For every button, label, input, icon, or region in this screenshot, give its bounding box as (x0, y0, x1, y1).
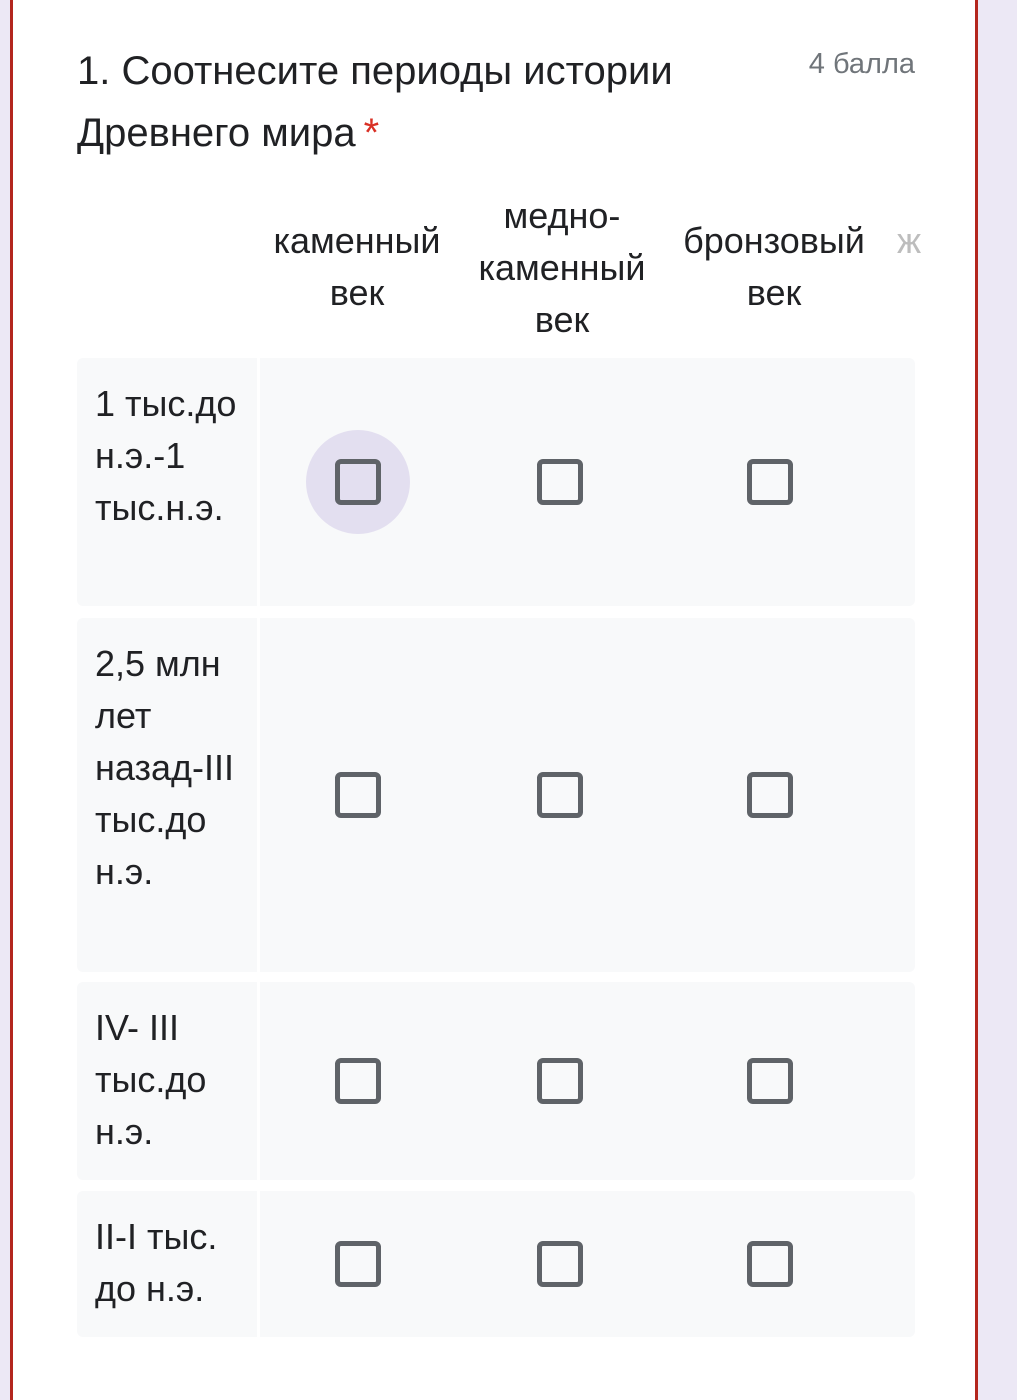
checkbox-box[interactable] (747, 772, 793, 818)
checkbox-grid (77, 190, 922, 1390)
checkbox-row3-bronze-age[interactable] (718, 1029, 822, 1133)
row-label: IV- III тыс.до н.э. (95, 1007, 207, 1152)
checkbox-box[interactable] (537, 772, 583, 818)
grid-row (77, 358, 915, 606)
column-header-copper-stone-age (462, 190, 662, 346)
checkbox-row2-stone-age[interactable] (306, 743, 410, 847)
row-label: 1 тыс.до н.э.-1 тыс.н.э. (95, 383, 237, 528)
checkbox-box[interactable] (537, 1241, 583, 1287)
column-header-label: медно-каменный век (478, 195, 646, 340)
checkbox-row4-copper-stone-age[interactable] (508, 1212, 612, 1316)
checkbox-box[interactable] (335, 459, 381, 505)
points-label: 4 балла (808, 48, 915, 80)
row-divider (257, 1191, 260, 1337)
checkbox-row1-bronze-age[interactable] (718, 430, 822, 534)
required-asterisk: * (363, 111, 380, 155)
column-header-bronze-age (669, 215, 879, 319)
checkbox-row4-stone-age[interactable] (306, 1212, 410, 1316)
row-divider (257, 982, 260, 1180)
column-header-label: ж (897, 220, 922, 261)
checkbox-box[interactable] (747, 1241, 793, 1287)
row-divider (257, 358, 260, 606)
row-label: 2,5 млн лет назад-III тыс.до н.э. (95, 643, 235, 892)
row-divider (257, 618, 260, 972)
column-header-stone-age (262, 215, 452, 319)
checkbox-box[interactable] (537, 1058, 583, 1104)
checkbox-box[interactable] (335, 772, 381, 818)
column-header-label: бронзовый век (683, 220, 865, 313)
checkbox-row1-copper-stone-age[interactable] (508, 430, 612, 534)
column-header-label: каменный век (273, 220, 441, 313)
checkbox-row1-stone-age[interactable] (306, 430, 410, 534)
grid-row (77, 1191, 915, 1337)
checkbox-row3-copper-stone-age[interactable] (508, 1029, 612, 1133)
checkbox-box[interactable] (747, 1058, 793, 1104)
checkbox-row2-bronze-age[interactable] (718, 743, 822, 847)
question-title (77, 40, 757, 164)
checkbox-row3-stone-age[interactable] (306, 1029, 410, 1133)
question-title-text: 1. Соотнесите периоды истории Древнего мира (77, 49, 673, 155)
question-card (10, 0, 978, 1400)
checkbox-box[interactable] (537, 459, 583, 505)
grid-row (77, 982, 915, 1180)
checkbox-row2-copper-stone-age[interactable] (508, 743, 612, 847)
checkbox-box[interactable] (335, 1241, 381, 1287)
column-header-iron-age (897, 215, 937, 267)
checkbox-row4-bronze-age[interactable] (718, 1212, 822, 1316)
grid-row (77, 618, 915, 972)
checkbox-box[interactable] (747, 459, 793, 505)
checkbox-box[interactable] (335, 1058, 381, 1104)
row-label: II-I тыс. до н.э. (95, 1216, 218, 1309)
